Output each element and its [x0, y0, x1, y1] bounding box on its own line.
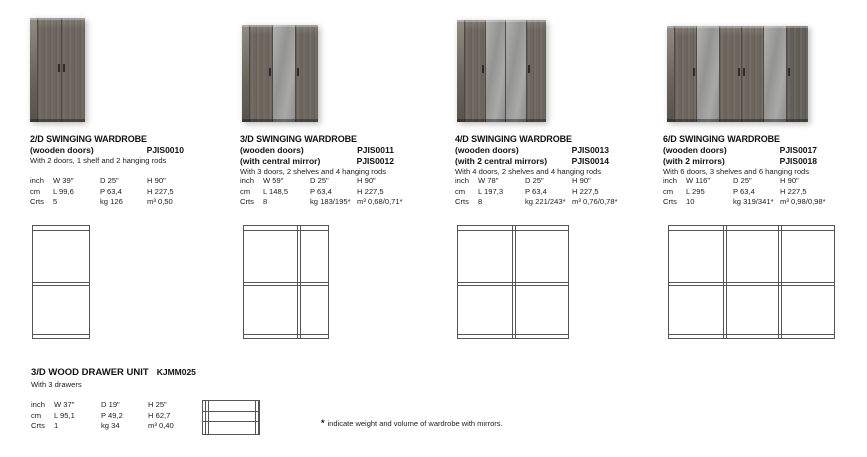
product-title: 3/D SWINGING WARDROBE: [240, 134, 357, 144]
spec-depth: D 25": [100, 176, 119, 185]
spec-unit: inch: [455, 176, 469, 185]
product-code: PJIS0011: [357, 145, 394, 155]
spec-depth: D 19": [101, 400, 120, 409]
spec-carton-count: 10: [686, 197, 695, 206]
spec-width: W 37": [54, 400, 75, 409]
spec-unit: Crts: [31, 421, 45, 430]
spec-unit: inch: [663, 176, 677, 185]
spec-carton-count: 1: [54, 421, 59, 430]
spec-row-inch: [31, 400, 174, 411]
spec-height: H 90": [572, 176, 591, 185]
spec-width: W 78": [478, 176, 499, 185]
product-subtitle: (with 2 central mirrors): [455, 156, 548, 166]
product-description: With 4 doors, 2 shelves and 4 hanging rods: [455, 167, 602, 176]
spec-height: H 90": [357, 176, 376, 185]
wood-door: [719, 26, 741, 122]
spec-volume: m³ 0,98/0,98*: [780, 197, 826, 206]
spec-weight: kg 183/195*: [310, 197, 351, 206]
spec-unit: inch: [31, 400, 45, 409]
product-title: 4/D SWINGING WARDROBE: [455, 134, 572, 144]
product-code: PJIS0013: [571, 145, 609, 155]
spec-row-crts: [31, 421, 174, 432]
spec-depth: D 25": [310, 176, 329, 185]
diagram-line: [203, 421, 259, 422]
spec-unit: cm: [30, 186, 41, 196]
diagram-line: [205, 401, 209, 434]
spec-row-crts: [455, 197, 618, 208]
spec-height: H 90": [780, 176, 799, 185]
product-subtitle-row: [455, 156, 609, 166]
product-subtitle-row: [455, 145, 609, 155]
wood-door: [786, 26, 808, 122]
spec-width: L 197,3: [478, 186, 504, 196]
product-description: With 3 doors, 2 shelves and 4 hanging rods: [240, 167, 387, 176]
spec-width: W 116": [686, 176, 711, 185]
spec-height: H 62,7: [148, 410, 171, 420]
product-title: [31, 367, 196, 378]
product-title: 2/D SWINGING WARDROBE: [30, 134, 147, 144]
spec-depth: P 63,4: [733, 186, 755, 196]
spec-width: L 99,6: [53, 186, 74, 196]
spec-unit: cm: [455, 186, 466, 196]
spec-volume: m³ 0,68/0,71*: [357, 197, 403, 206]
wardrobe-side-panel: [457, 20, 465, 122]
diagram-line: [723, 226, 727, 338]
product-code: KJMM025: [156, 367, 196, 377]
spec-volume: m³ 0,40: [148, 421, 174, 430]
spec-unit: Crts: [30, 197, 44, 206]
mirror-door: [696, 26, 718, 122]
spec-depth: P 49,2: [101, 410, 123, 420]
spec-unit: Crts: [663, 197, 677, 206]
mirror-door: [505, 20, 526, 122]
product-description: With 2 doors, 1 shelf and 2 hanging rods: [30, 156, 167, 165]
product-description: With 3 drawers: [31, 380, 82, 389]
spec-weight: kg 319/341*: [733, 197, 774, 206]
spec-width: W 39": [53, 176, 74, 185]
mirror-door: [485, 20, 506, 122]
product-subtitle: (wooden doors): [663, 145, 727, 155]
spec-height: H 227,5: [147, 186, 174, 196]
spec-depth: P 63,4: [310, 186, 332, 196]
mirror-door: [763, 26, 785, 122]
diagram-line: [778, 226, 782, 338]
spec-row-cm: [31, 411, 174, 422]
spec-height: H 227,5: [357, 186, 384, 196]
spec-table: [455, 176, 618, 208]
spec-row-inch: [663, 176, 826, 187]
wardrobe-front-diagram: [668, 225, 835, 339]
product-subtitle: (wooden doors): [240, 145, 304, 155]
spec-depth: P 63,4: [100, 186, 122, 196]
spec-carton-count: 5: [53, 197, 58, 206]
footnote: [321, 419, 503, 428]
spec-weight: kg 126: [100, 197, 123, 206]
diagram-line: [255, 401, 259, 434]
spec-height: H 227,5: [572, 186, 599, 196]
product-subtitle: (with 2 mirrors): [663, 156, 725, 166]
product-subtitle-row: [663, 156, 817, 166]
diagram-line: [669, 334, 834, 335]
product-subtitle: (wooden doors): [455, 145, 519, 155]
spec-width: W 59": [263, 176, 284, 185]
spec-weight: kg 34: [101, 421, 120, 430]
spec-unit: inch: [30, 176, 44, 185]
asterisk-icon: *: [321, 418, 325, 428]
spec-width: L 95,1: [54, 410, 75, 420]
product-code: PJIS0014: [571, 156, 609, 166]
product-card-4d-swinging-wardrobe: [455, 0, 637, 360]
spec-volume: m³ 0,76/0,78*: [572, 197, 618, 206]
product-title: 6/D SWINGING WARDROBE: [663, 134, 780, 144]
wood-door: [741, 26, 763, 122]
spec-volume: m³ 0,50: [147, 197, 173, 206]
spec-height: H 227,5: [780, 186, 807, 196]
product-card-6d-swinging-wardrobe: [663, 0, 845, 360]
spec-width: L 148,5: [263, 186, 289, 196]
spec-weight: kg 221/243*: [525, 197, 566, 206]
diagram-line: [669, 230, 834, 231]
product-title-text: 3/D WOOD DRAWER UNIT: [31, 367, 149, 378]
product-subtitle-row: [663, 145, 817, 155]
spec-width: L 295: [686, 186, 705, 196]
spec-row-crts: [663, 197, 826, 208]
spec-unit: Crts: [240, 197, 254, 206]
spec-unit: cm: [663, 186, 674, 196]
spec-unit: Crts: [455, 197, 469, 206]
product-description: With 6 doors, 3 shelves and 6 hanging rods: [663, 167, 810, 176]
spec-depth: P 63,4: [525, 186, 547, 196]
spec-unit: cm: [31, 410, 42, 420]
spec-row-inch: [455, 176, 618, 187]
product-code: PJIS0017: [779, 145, 817, 155]
spec-carton-count: 8: [478, 197, 483, 206]
product-code: PJIS0012: [356, 156, 394, 166]
product-code: PJIS0018: [779, 156, 817, 166]
spec-height: H 90": [147, 176, 166, 185]
wardrobe-photo-6d: [667, 26, 808, 122]
spec-depth: D 25": [733, 176, 752, 185]
footnote-text: indicate weight and volume of wardrobe with mirrors.: [327, 419, 503, 428]
spec-unit: inch: [240, 176, 254, 185]
spec-table: [663, 176, 826, 208]
wood-door: [675, 26, 696, 122]
product-code: PJIS0010: [146, 145, 184, 155]
product-card-3d-wood-drawer-unit: [31, 0, 311, 457]
wardrobe-photo-4d: [457, 20, 546, 122]
diagram-line: [512, 226, 516, 338]
wood-door: [465, 20, 485, 122]
wardrobe-side-panel: [667, 26, 675, 122]
spec-row-cm: [663, 187, 826, 198]
product-subtitle: (wooden doors): [30, 145, 94, 155]
drawer-unit-diagram: [202, 400, 260, 435]
spec-unit: cm: [240, 186, 251, 196]
spec-depth: D 25": [525, 176, 544, 185]
spec-carton-count: 8: [263, 197, 268, 206]
wardrobe-front-diagram: [457, 225, 569, 339]
product-subtitle: (with central mirror): [240, 156, 321, 166]
diagram-line: [203, 411, 259, 412]
spec-height: H 25": [148, 400, 167, 409]
spec-table: [31, 400, 174, 432]
spec-row-cm: [455, 187, 618, 198]
wood-door: [526, 20, 547, 122]
diagram-line: [669, 282, 834, 286]
